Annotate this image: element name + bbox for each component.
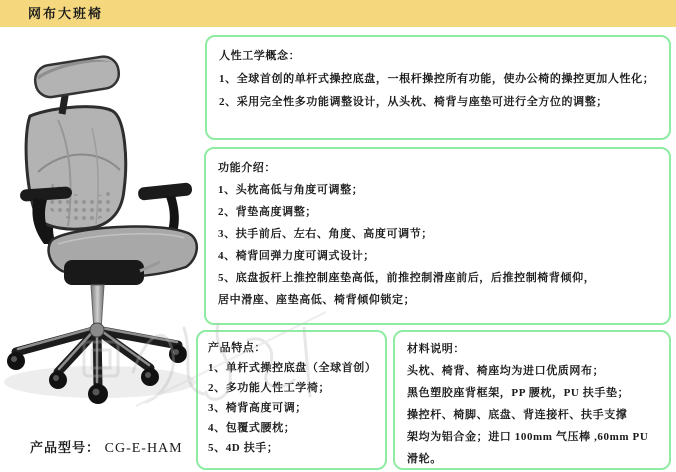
page-title: 网布大班椅 bbox=[28, 6, 104, 21]
panel-ergonomics bbox=[205, 35, 671, 140]
panel-features bbox=[196, 330, 387, 470]
list-item: 1、全球首创的单杆式操控底盘，一根杆操控所有功能，使办公椅的操控更加人性化； bbox=[219, 73, 655, 85]
panel-title: 人性工学概念： bbox=[219, 50, 301, 62]
list-item: 4、椅背回弹力度可调式设计； bbox=[218, 250, 375, 262]
panel-materials bbox=[393, 330, 671, 470]
list-item: 4、包覆式腰枕； bbox=[208, 422, 296, 434]
list-item: 5、底盘扳杆上推控制座垫高低，前推控制滑座前后，后推控制椅背倾仰， bbox=[218, 272, 596, 284]
list-item: 黑色塑胶座背框架，PP 腰枕，PU 扶手垫； bbox=[407, 387, 630, 399]
model-label: 产品型号： bbox=[30, 440, 105, 455]
list-item: 3、椅背高度可调； bbox=[208, 402, 307, 414]
panel-title: 产品特点： bbox=[208, 342, 266, 354]
panel-title: 材料说明： bbox=[407, 343, 465, 355]
model-value: CG-E-HAM bbox=[104, 441, 183, 456]
list-item: 居中滑座、座垫高低、椅背倾仰锁定； bbox=[218, 294, 416, 306]
list-item: 1、头枕高低与角度可调整； bbox=[218, 184, 364, 196]
chair-illustration-svg bbox=[0, 30, 206, 432]
list-item: 3、扶手前后、左右、角度、高度可调节； bbox=[218, 228, 433, 240]
list-item: 1、单杆式操控底盘（全球首创） bbox=[208, 362, 377, 374]
list-item: 2、背垫高度调整； bbox=[218, 206, 317, 218]
chair-image bbox=[0, 30, 206, 432]
list-item: 头枕、椅背、椅座均为进口优质网布； bbox=[407, 365, 605, 377]
panel-functions bbox=[204, 147, 671, 325]
list-item: 架均为铝合金；进口 100mm 气压棒 ,60mm PU bbox=[407, 431, 649, 443]
list-item: 2、采用完全性多功能调整设计，从头枕、椅背与座垫可进行全方位的调整； bbox=[219, 96, 608, 108]
list-item: 滑轮。 bbox=[407, 453, 442, 465]
panel-title: 功能介绍： bbox=[218, 162, 276, 174]
model-line bbox=[30, 437, 183, 457]
list-item: 5、4D 扶手； bbox=[208, 442, 279, 454]
list-item: 2、多功能人性工学椅； bbox=[208, 382, 331, 394]
list-item: 操控杆、椅脚、底盘、背连接杆、扶手支撑 bbox=[407, 409, 628, 421]
header-bar bbox=[0, 0, 676, 27]
